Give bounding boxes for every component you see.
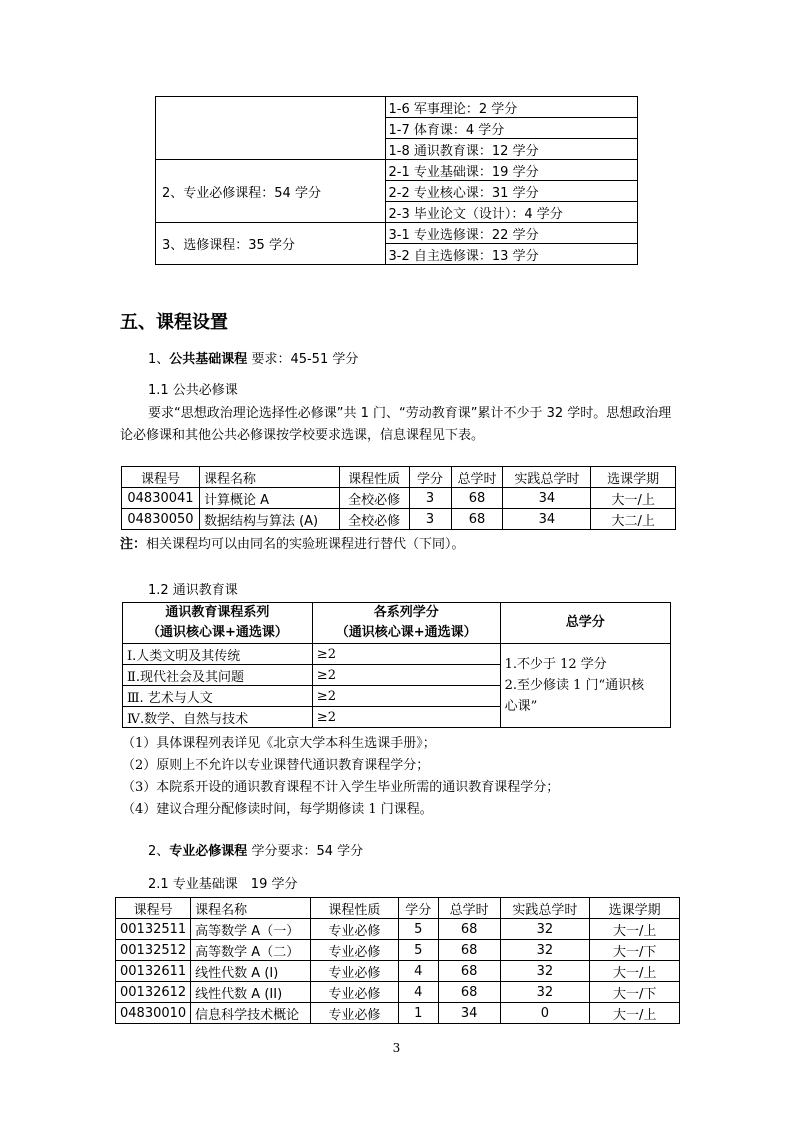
table-cell: 信息科学技术概论 (191, 1003, 311, 1024)
header-line: （通识核心课+通选课） (146, 625, 288, 640)
credit-item-cell: 3-1 专业选修课：22 学分 (385, 223, 637, 244)
table-header-row (122, 467, 676, 488)
table-cell: 5 (398, 919, 438, 940)
general-education-table (122, 602, 671, 728)
series-cell: Ⅱ.现代社会及其问题 (123, 665, 313, 686)
table-cell: 68 (438, 961, 500, 982)
table-cell: 0 (500, 1003, 590, 1024)
table-cell: 32 (500, 919, 590, 940)
table-cell: 高等数学 A（二） (191, 940, 311, 961)
column-header: 课程号 (116, 898, 191, 919)
table-row (156, 223, 638, 244)
credit-item-cell: 3-2 自主选修课：13 学分 (385, 244, 637, 265)
column-header: 总学时 (451, 467, 503, 488)
subsubsection-heading: 2.1 专业基础课 19 学分 (148, 877, 298, 892)
subsection-requirement: 要求：45-51 学分 (251, 352, 359, 367)
credit-item-cell: 2-3 毕业论文（设计）：4 学分 (385, 202, 637, 223)
table-cell: 00132511 (116, 919, 191, 940)
credit-cell: ≥2 (312, 665, 500, 686)
column-header: 课程名称 (199, 467, 339, 488)
table-cell: 专业必修 (311, 1003, 399, 1024)
subsubsection-heading: 1.2 通识教育课 (148, 583, 238, 598)
table-row (116, 940, 680, 961)
subsection-number: 2、 (148, 844, 170, 859)
credit-structure-table (155, 96, 638, 265)
credit-category-cell: 2、专业必修课程：54 学分 (156, 160, 386, 223)
table-cell: 专业必修 (311, 940, 399, 961)
table-cell: 68 (438, 982, 500, 1003)
subsection-number: 1、 (148, 352, 170, 367)
series-cell: Ⅲ. 艺术与人文 (123, 686, 313, 707)
credit-category-cell: 3、选修课程：35 学分 (156, 223, 386, 265)
table-header-row (123, 603, 671, 644)
ge-notes (122, 733, 559, 821)
table-row (122, 488, 676, 509)
table-cell: 4 (398, 982, 438, 1003)
column-header: 课程性质 (311, 898, 399, 919)
table-row (122, 509, 676, 530)
table-row (116, 919, 680, 940)
table-cell: 68 (438, 940, 500, 961)
subsubsection-heading: 1.1 公共必修课 (148, 383, 238, 398)
credit-item-cell: 1-7 体育课：4 学分 (385, 118, 637, 139)
table-cell: 高等数学 A（一） (191, 919, 311, 940)
major-foundation-table (115, 897, 680, 1024)
table-cell: 32 (500, 961, 590, 982)
table-cell: 34 (503, 509, 591, 530)
table-cell: 线性代数 A (II) (191, 982, 311, 1003)
table-cell: 1 (398, 1003, 438, 1024)
table-row (116, 961, 680, 982)
table-cell: 专业必修 (311, 982, 399, 1003)
column-header: 总学时 (438, 898, 500, 919)
header-line: 各系列学分 (373, 605, 439, 620)
table-row (116, 1003, 680, 1024)
table-cell: 专业必修 (311, 961, 399, 982)
table-cell: 34 (503, 488, 591, 509)
ge-note: （4）建议合理分配修读时间，每学期修读 1 门课程。 (122, 802, 433, 817)
table-cell: 全校必修 (339, 488, 409, 509)
table-note (120, 533, 465, 552)
total-line: 2.至少修读 1 门“通识核 (504, 678, 645, 693)
table-cell: 大一/上 (591, 488, 676, 509)
table-row (116, 982, 680, 1003)
credit-item-cell: 1-8 通识教育课：12 学分 (385, 139, 637, 160)
header-line: （通识核心课+通选课） (335, 625, 477, 640)
table-cell: 3 (409, 488, 451, 509)
credit-cell: ≥2 (312, 644, 500, 665)
table-cell: 大一/上 (590, 1003, 680, 1024)
column-header: 总学分 (500, 603, 670, 644)
table-cell: 00132512 (116, 940, 191, 961)
ge-note: （3）本院系开设的通识教育课程不计入学生毕业所需的通识教育课程学分； (122, 780, 560, 795)
table-cell: 68 (451, 509, 503, 530)
series-cell: Ⅳ.数学、自然与技术 (123, 707, 313, 728)
column-header: 选课学期 (590, 898, 680, 919)
table-cell: 34 (438, 1003, 500, 1024)
table-cell: 线性代数 A (I) (191, 961, 311, 982)
subsection-heading-public-basic (148, 348, 358, 367)
table-cell: 68 (451, 488, 503, 509)
column-header: 课程性质 (339, 467, 409, 488)
total-credit-cell (500, 644, 670, 728)
page-number: 3 (392, 1041, 401, 1055)
table-cell: 大一/上 (590, 961, 680, 982)
column-header: 选课学期 (591, 467, 676, 488)
ge-note: （2）原则上不允许以专业课替代通识教育课程学分； (122, 758, 430, 773)
table-cell: 计算概论 A (199, 488, 339, 509)
subsection-heading-major-required (148, 840, 363, 859)
section-title: 五、课程设置 (120, 312, 228, 333)
table-header-row (116, 898, 680, 919)
table-cell: 3 (409, 509, 451, 530)
column-header: 学分 (398, 898, 438, 919)
table-row (156, 160, 638, 181)
column-header: 课程号 (122, 467, 200, 488)
subsection-name: 公共基础课程 (169, 352, 248, 367)
table-cell: 04830050 (122, 509, 200, 530)
note-label: 注： (120, 537, 147, 552)
table-row (156, 97, 638, 118)
table-cell: 大二/上 (591, 509, 676, 530)
series-cell: Ⅰ.人类文明及其传统 (123, 644, 313, 665)
credit-cell: ≥2 (312, 686, 500, 707)
credit-item-cell: 2-2 专业核心课：31 学分 (385, 181, 637, 202)
table-cell: 04830041 (122, 488, 200, 509)
requirement-paragraph: 要求“思想政治理论选择性必修课”共 1 门、“劳动教育课”累计不少于 32 学时。思想政治理论必修课和其他公共必修课按学校要求选课，信息课程见下表。 (120, 406, 672, 443)
table-cell: 专业必修 (311, 919, 399, 940)
subsection-requirement: 学分要求：54 学分 (251, 844, 364, 859)
table-cell: 04830010 (116, 1003, 191, 1024)
public-course-table (121, 466, 676, 530)
ge-note: （1）具体课程列表详见《北京大学本科生选课手册》； (122, 736, 436, 751)
table-cell: 32 (500, 982, 590, 1003)
table-cell: 5 (398, 940, 438, 961)
column-header: 学分 (409, 467, 451, 488)
table-cell: 大一/上 (590, 919, 680, 940)
column-header: 实践总学时 (503, 467, 591, 488)
total-line: 1.不少于 12 学分 (504, 657, 607, 672)
header-line: 通识教育课程系列 (165, 605, 270, 620)
credit-item-cell: 1-6 军事理论：2 学分 (385, 97, 637, 118)
table-cell: 68 (438, 919, 500, 940)
table-cell: 大一/下 (590, 940, 680, 961)
note-text: 相关课程均可以由同名的实验班课程进行替代（下同）。 (146, 537, 465, 552)
column-header: 实践总学时 (500, 898, 590, 919)
column-header (123, 603, 313, 644)
subsection-name: 专业必修课程 (169, 844, 248, 859)
table-cell: 32 (500, 940, 590, 961)
table-row (123, 644, 671, 665)
credit-cell: ≥2 (312, 707, 500, 728)
column-header (312, 603, 500, 644)
table-cell: 4 (398, 961, 438, 982)
credit-item-cell: 2-1 专业基础课：19 学分 (385, 160, 637, 181)
credit-category-cell (156, 97, 386, 160)
table-cell: 00132612 (116, 982, 191, 1003)
total-line: 心课” (504, 699, 538, 714)
table-cell: 数据结构与算法 (A) (199, 509, 339, 530)
table-cell: 大一/下 (590, 982, 680, 1003)
column-header: 课程名称 (191, 898, 311, 919)
table-cell: 全校必修 (339, 509, 409, 530)
table-cell: 00132611 (116, 961, 191, 982)
